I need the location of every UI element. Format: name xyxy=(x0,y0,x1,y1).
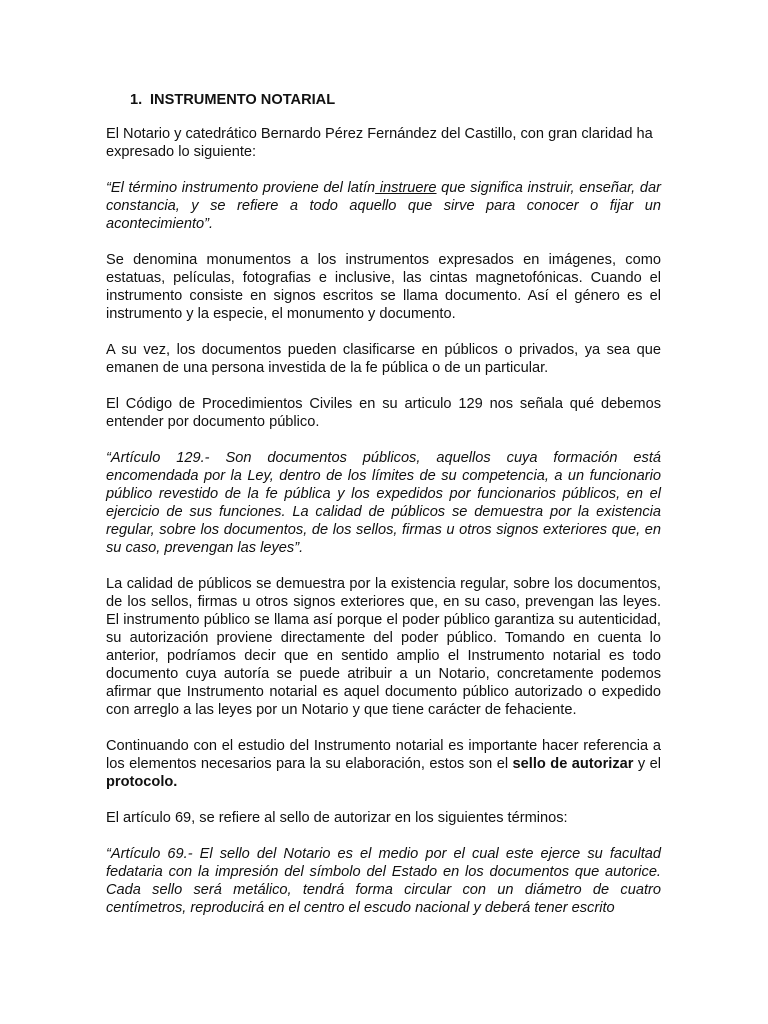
term-protocolo: protocolo. xyxy=(106,774,178,790)
section-title: INSTRUMENTO NOTARIAL xyxy=(150,92,336,108)
paragraph-clasificacion: A su vez, los documentos pueden clasificarse en públicos o privados, ya sea que emanen de una persona investida de la fe pública o de un particular. xyxy=(106,342,661,376)
elementos-text-start: Continuando con el estudio del Instrumento notarial es importante hacer referencia a los elementos necesarios para la su elaboración, estos son el xyxy=(106,738,661,772)
quote-articulo-69: “Artículo 69.- El sello del Notario es el medio por el cual este ejerce su facultad fedataria con la impresión del símbolo del Estado en los documentos que autorice. Cada sello será metálico, tendrá forma circular con un diámetro de cuatro centímetros, reproducirá en el centro el escudo nacional y deberá tener escrito xyxy=(106,846,661,916)
paragraph-intro: El Notario y catedrático Bernardo Pérez Fernández del Castillo, con gran claridad ha expresado lo siguiente: xyxy=(106,126,653,160)
quote-instrumento xyxy=(106,179,661,233)
quote-text-start: “El término instrumento proviene del latín xyxy=(106,180,376,196)
paragraph-calidad-publicos: La calidad de públicos se demuestra por la existencia regular, sobre los documentos, de los sellos, firmas u otros signos exteriores que, en su caso, prevengan las leyes. El instrumento público se llama así porque el poder público garantiza su autenticidad, su autorización proviene directamente del poder público. Tomando en cuenta lo anterior, podríamos decir que en sentido amplio el Instrumento notarial es todo documento cuya autoría se puede atribuir a un Notario, concretamente podemos afirmar que Instrumento notarial es aquel documento público autorizado o expedido con arreglo a las leyes por un Notario y que tiene carácter de fehaciente. xyxy=(106,576,661,718)
paragraph-articulo-69: El artículo 69, se refiere al sello de autorizar en los siguientes términos: xyxy=(106,810,568,826)
section-heading xyxy=(130,91,661,109)
section-number: 1. xyxy=(130,92,143,108)
paragraph-codigo: El Código de Procedimientos Civiles en su articulo 129 nos señala qué debemos entender por documento público. xyxy=(106,396,661,430)
term-sello-autorizar: sello de autorizar xyxy=(512,756,634,772)
latin-term: instruere xyxy=(375,180,437,196)
document-page xyxy=(106,91,661,935)
paragraph-elementos xyxy=(106,737,661,791)
paragraph-monumentos: Se denomina monumentos a los instrumentos expresados en imágenes, como estatuas, películas, fotografias e inclusive, las cintas magnetofónicas. Cuando el instrumento consiste en signos escritos se llama documento. Así el género es el instrumento y la especie, el monumento y documento. xyxy=(106,252,661,322)
quote-text-end: que significa instruir, enseñar, dar constancia, y se refiere a todo aquello que sirve para conocer o fijar un acontecimiento”. xyxy=(106,180,661,232)
elementos-text-middle: y el xyxy=(633,756,662,772)
quote-articulo-129: “Artículo 129.- Son documentos públicos, aquellos cuya formación está encomendada por la Ley, dentro de los límites de su competencia, a un funcionario público revestido de la fe pública y los expedidos por funcionarios públicos, en el ejercicio de sus funciones. La calidad de públicos se demuestra por la existencia regular, sobre los documentos, de los sellos, firmas u otros signos exteriores que, en su caso, prevengan las leyes”. xyxy=(106,450,661,556)
